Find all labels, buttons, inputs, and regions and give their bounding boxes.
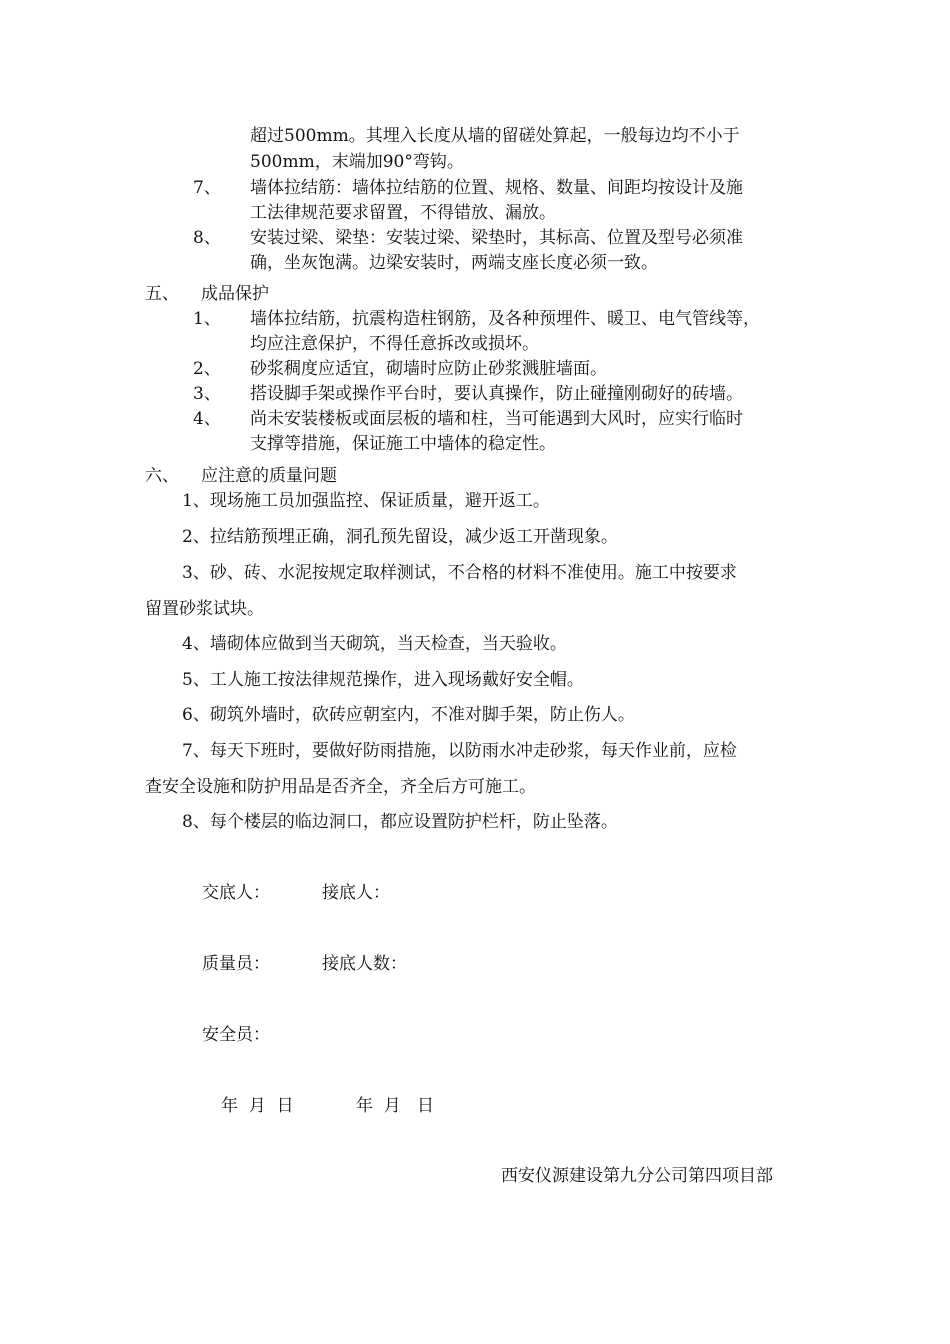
receiver-count-label: 接底人数： xyxy=(322,954,407,974)
date-field-1: 年 月 日 xyxy=(221,1096,294,1116)
s5-item4-number: 4、 xyxy=(193,409,221,429)
s6-paragraph-4: 4、墙砌体应做到当天砌筑，当天检查，当天验收。 xyxy=(182,634,567,654)
s6-paragraph-6: 6、砌筑外墙时，砍砖应朝室内，不准对脚手架，防止伤人。 xyxy=(182,705,635,725)
item7-line2: 工法律规范要求留置，不得错放、漏放。 xyxy=(250,203,556,223)
s6-paragraph-1: 1、现场施工员加强监控、保证质量，避开返工。 xyxy=(182,491,550,511)
item8-line2: 确，坐灰饱满。边梁安装时，两端支座长度必须一致。 xyxy=(250,253,658,273)
section6-number: 六、 xyxy=(145,466,179,486)
s5-item3-number: 3、 xyxy=(193,384,221,404)
s5-item2-number: 2、 xyxy=(193,359,221,379)
handover-label: 交底人： xyxy=(202,883,270,903)
s6-paragraph-3-line1: 3、砂、砖、水泥按规定取样测试，不合格的材料不准使用。施工中按要求 xyxy=(182,563,737,583)
s5-item4-line2: 支撑等措施，保证施工中墙体的稳定性。 xyxy=(250,434,556,454)
s6-paragraph-2: 2、拉结筋预埋正确，洞孔预先留设，减少返工开凿现象。 xyxy=(182,527,618,547)
s5-item4-line1: 尚未安装楼板或面层板的墙和柱，当可能遇到大风时，应实行临时 xyxy=(250,409,743,429)
item8-line1: 安装过梁、梁垫：安装过梁、梁垫时，其标高、位置及型号必须准 xyxy=(250,228,743,248)
s6-paragraph-8: 8、每个楼层的临边洞口，都应设置防护栏杆，防止坠落。 xyxy=(182,812,618,832)
s5-item1-line1: 墙体拉结筋，抗震构造柱钢筋，及各种预埋件、暖卫、电气管线等， xyxy=(250,309,760,329)
organization-name: 西安仪源建设第九分公司第四项目部 xyxy=(501,1166,773,1186)
section5-number: 五、 xyxy=(145,284,179,304)
s5-item3-line1: 搭设脚手架或操作平台时，要认真操作，防止碰撞刚砌好的砖墙。 xyxy=(250,384,743,404)
s5-item2-line1: 砂浆稠度应适宜，砌墙时应防止砂浆溅脏墙面。 xyxy=(250,359,607,379)
item6-line1: 超过500mm。其埋入长度从墙的留磋处算起，一般每边均不小于 xyxy=(250,126,740,146)
item8-number: 8、 xyxy=(193,228,221,248)
s6-paragraph-3-line2: 留置砂浆试块。 xyxy=(145,599,264,619)
section5-title: 成品保护 xyxy=(201,284,269,304)
safety-officer-label: 安全员： xyxy=(202,1025,270,1045)
s6-paragraph-5: 5、工人施工按法律规范操作，进入现场戴好安全帽。 xyxy=(182,670,584,690)
item7-line1: 墙体拉结筋：墙体拉结筋的位置、规格、数量、间距均按设计及施 xyxy=(250,178,743,198)
s6-paragraph-7-line1: 7、每天下班时，要做好防雨措施，以防雨水冲走砂浆，每天作业前，应检 xyxy=(182,741,737,761)
item7-number: 7、 xyxy=(193,178,221,198)
quality-inspector-label: 质量员： xyxy=(202,954,270,974)
s5-item1-number: 1、 xyxy=(193,309,221,329)
section6-title: 应注意的质量问题 xyxy=(201,466,337,486)
s6-paragraph-7-line2: 查安全设施和防护用品是否齐全，齐全后方可施工。 xyxy=(145,777,536,797)
receiver-label: 接底人： xyxy=(322,883,390,903)
date-field-2: 年 月 日 xyxy=(356,1096,435,1116)
item6-line2: 500mm，末端加90°弯钩。 xyxy=(250,152,464,172)
s5-item1-line2: 均应注意保护，不得任意拆改或损坏。 xyxy=(250,334,539,354)
